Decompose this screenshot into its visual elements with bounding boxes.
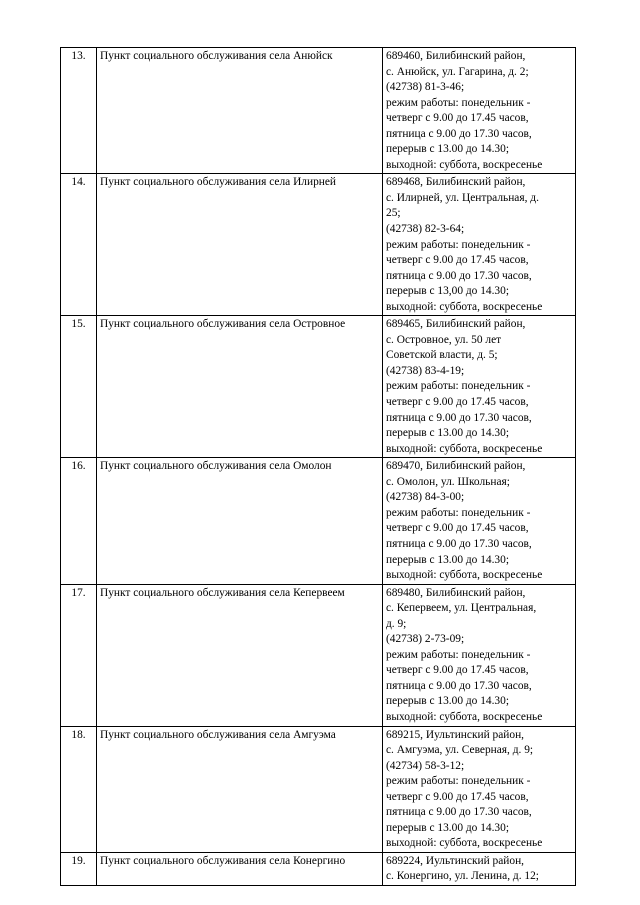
row-number: 16. (61, 458, 97, 584)
address-line: (42738) 83-4-19; (386, 364, 465, 377)
address-line: 689460, Билибинский район, (386, 50, 526, 62)
address-line: выходной: суббота, воскресенье (386, 569, 543, 582)
address-line: (42738) 2-73-09; (386, 633, 465, 646)
service-point-name (97, 584, 383, 726)
table-row (61, 174, 576, 316)
address-line: 25; (386, 207, 401, 220)
address-line: (42734) 58-3-12; (386, 759, 465, 772)
table-row (61, 458, 576, 584)
row-number: 14. (61, 174, 97, 316)
address-line: четверг с 9.00 до 17.45 часов, (386, 112, 529, 125)
address-line: 689468, Билибинский район, (386, 176, 526, 189)
address-line: пятница с 9.00 до 17.30 часов, (386, 537, 532, 550)
address-line: с. Омолон, ул. Школьная; (386, 475, 510, 488)
row-number: 17. (61, 584, 97, 726)
table-row (61, 48, 576, 174)
address-line: режим работы: понедельник - (386, 96, 531, 109)
address-line: (42738) 82-3-64; (386, 223, 465, 236)
table-body (61, 48, 576, 886)
address-and-schedule (383, 174, 576, 316)
address-line: перерыв с 13.00 до 14.30; (386, 553, 509, 566)
address-line: с. Конергино, ул. Ленина, д. 12; (386, 870, 539, 883)
address-line: 689470, Билибинский район, (386, 460, 526, 473)
address-line: четверг с 9.00 до 17.45 часов, (386, 664, 529, 677)
address-line: (42738) 84-3-00; (386, 491, 465, 504)
service-point-name-text: Пункт социального обслуживания села Конергино (100, 854, 346, 867)
service-point-name (97, 174, 383, 316)
table-row (61, 316, 576, 458)
address-line: пятница с 9.00 до 17.30 часов, (386, 806, 532, 819)
address-and-schedule (383, 48, 576, 174)
address-line: пятница с 9.00 до 17.30 часов, (386, 679, 532, 692)
row-number: 18. (61, 726, 97, 852)
address-line: перерыв с 13.00 до 14.30; (386, 427, 509, 440)
address-and-schedule (383, 316, 576, 458)
address-line: с. Анюйск, ул. Гагарина, д. 2; (386, 65, 529, 78)
address-line: выходной: суббота, воскресенье (386, 837, 543, 850)
service-point-name-text: Пункт социального обслуживания села Омолон (100, 460, 332, 473)
address-line: с. Островное, ул. 50 лет (386, 333, 502, 346)
address-line: выходной: суббота, воскресенье (386, 442, 543, 455)
service-point-name (97, 48, 383, 174)
address-line: пятница с 9.00 до 17.30 часов, (386, 127, 532, 140)
address-line: перерыв с 13.00 до 14.30; (386, 143, 509, 156)
address-line: режим работы: понедельник - (386, 648, 531, 661)
address-line: с. Амгуэма, ул. Северная, д. 9; (386, 744, 534, 757)
service-point-name-text: Пункт социального обслуживания села Кепервеем (100, 586, 345, 599)
address-line: перерыв с 13.00 до 14.30; (386, 821, 509, 834)
service-point-name-text: Пункт социального обслуживания села Амгуэма (100, 728, 336, 741)
service-point-name (97, 316, 383, 458)
address-line: пятница с 9.00 до 17.30 часов, (386, 411, 532, 424)
address-line: четверг с 9.00 до 17.45 часов, (386, 522, 529, 535)
address-line: Советской власти, д. 5; (386, 349, 498, 362)
address-line: режим работы: понедельник - (386, 775, 531, 788)
address-line: 689465, Билибинский район, (386, 318, 526, 331)
address-and-schedule (383, 584, 576, 726)
address-line: четверг с 9.00 до 17.45 часов, (386, 254, 529, 267)
address-line: с. Кепервеем, ул. Центральная, (386, 602, 537, 615)
social-service-points-table (60, 47, 576, 886)
address-line: выходной: суббота, воскресенье (386, 158, 543, 171)
address-line: 689215, Иультинский район, (386, 728, 525, 741)
service-point-name-text: Пункт социального обслуживания села Анюйск (100, 50, 333, 62)
table-row (61, 726, 576, 852)
service-point-name-text: Пункт социального обслуживания села Илирней (100, 176, 337, 189)
table-row (61, 852, 576, 885)
address-line: 689480, Билибинский район, (386, 586, 526, 599)
row-number: 15. (61, 316, 97, 458)
address-line: перерыв с 13,00 до 14.30; (386, 285, 509, 298)
address-and-schedule (383, 852, 576, 885)
address-line: д. 9; (386, 617, 407, 630)
address-line: 689224, Иультинский район, (386, 854, 525, 867)
address-line: выходной: суббота, воскресенье (386, 710, 543, 723)
address-and-schedule (383, 458, 576, 584)
address-line: (42738) 81-3-46; (386, 81, 465, 94)
address-line: режим работы: понедельник - (386, 380, 531, 393)
service-point-name (97, 852, 383, 885)
service-point-name (97, 726, 383, 852)
service-point-name-text: Пункт социального обслуживания села Островное (100, 318, 346, 331)
address-and-schedule (383, 726, 576, 852)
address-line: пятница с 9.00 до 17.30 часов, (386, 269, 532, 282)
address-line: перерыв с 13.00 до 14.30; (386, 695, 509, 708)
address-line: режим работы: понедельник - (386, 238, 531, 251)
address-line: четверг с 9.00 до 17.45 часов, (386, 790, 529, 803)
service-point-name (97, 458, 383, 584)
address-line: выходной: суббота, воскресенье (386, 300, 543, 313)
address-line: с. Илирней, ул. Центральная, д. (386, 191, 539, 204)
row-number: 19. (61, 852, 97, 885)
row-number: 13. (61, 48, 97, 174)
address-line: режим работы: понедельник - (386, 506, 531, 519)
address-line: четверг с 9.00 до 17.45 часов, (386, 396, 529, 409)
table-row (61, 584, 576, 726)
